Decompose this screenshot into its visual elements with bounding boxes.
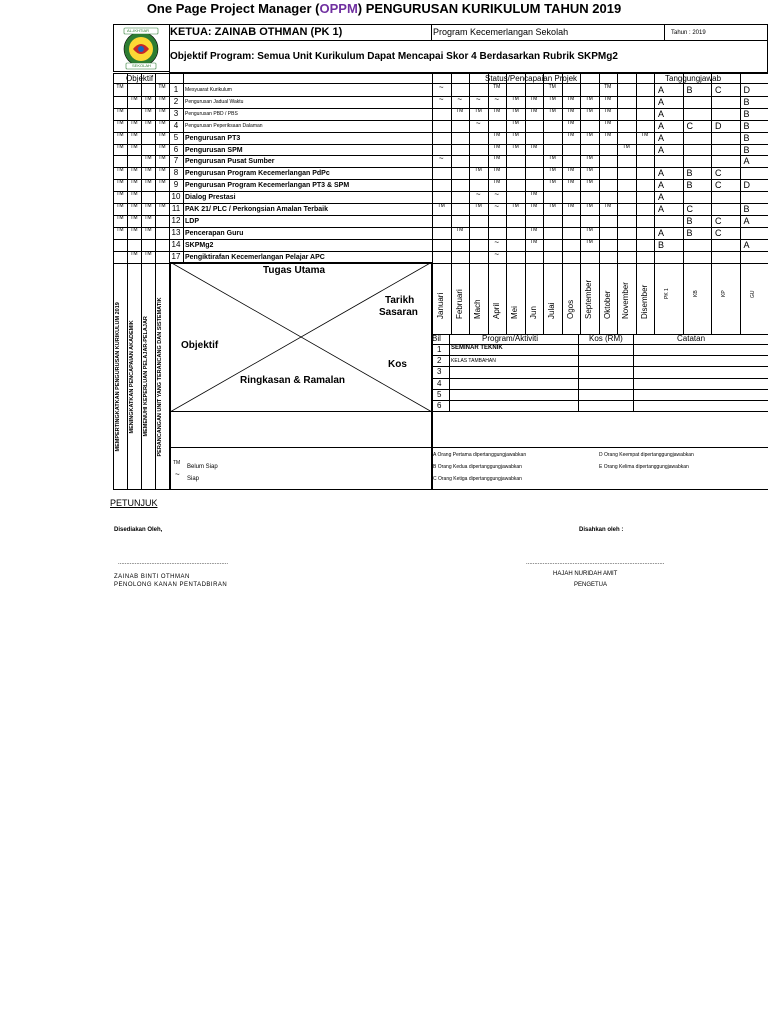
- activity-bil: 2: [437, 356, 442, 366]
- status-header: Status/Pencapaian Projek: [485, 74, 578, 83]
- month-status: TM: [493, 179, 501, 186]
- month-status: TM: [567, 95, 575, 102]
- objective-mark: TM: [116, 84, 124, 90]
- title-accent: OPPM: [319, 1, 358, 16]
- responsibility-code: A: [658, 192, 665, 203]
- responsibility-code: D: [715, 120, 722, 131]
- project-label: Pengurusan Pusat Sumber: [185, 158, 275, 166]
- project-label: Mesyuarat Kurikulum: [185, 87, 232, 93]
- project-label: Pengurusan PBD / PBS: [185, 110, 238, 117]
- month-status: TM: [511, 107, 519, 114]
- month-header: Mei: [510, 305, 519, 319]
- month-status: TM: [604, 95, 612, 102]
- responsibility-code: B: [743, 144, 750, 155]
- month-status: TM: [548, 107, 556, 114]
- vertical-objective: MENINGKATKAN PENCAPAIAN AKADEMIK: [129, 319, 135, 433]
- objektif-header: Objektif: [126, 74, 154, 83]
- project-number: 9: [173, 180, 179, 190]
- resp-code-header: PK 1: [664, 288, 670, 299]
- month-status: TM: [585, 131, 593, 138]
- month-status: TM: [567, 107, 575, 114]
- month-status: TM: [437, 203, 445, 209]
- objective-mark: TM: [158, 155, 166, 162]
- responsibility-code: C: [715, 180, 722, 191]
- month-status: ~: [494, 249, 500, 259]
- name-right: HAJAH NURIDAH AMIT: [553, 571, 618, 577]
- month-status: TM: [604, 107, 612, 114]
- resp-legend-b: B Orang Kedua dipertanggungjawabkan: [433, 464, 522, 470]
- month-status: TM: [548, 84, 556, 90]
- month-status: TM: [548, 167, 556, 174]
- month-status: ~: [494, 202, 500, 211]
- month-status: TM: [622, 143, 630, 150]
- objective-mark: TM: [116, 143, 124, 150]
- month-status: TM: [604, 84, 612, 90]
- title-prefix: One Page Project Manager (: [146, 1, 320, 16]
- objective-mark: TM: [158, 179, 166, 186]
- project-label: Pengurusan SPM: [185, 146, 243, 154]
- project-number: 3: [173, 108, 179, 118]
- project-label: PAK 21/ PLC / Perkongsian Amalan Terbaik: [185, 206, 329, 213]
- petunjuk-label: PETUNJUK: [110, 498, 158, 508]
- month-status: TM: [585, 203, 593, 209]
- month-status: TM: [548, 179, 556, 186]
- month-status: TM: [567, 203, 575, 209]
- month-status: TM: [493, 143, 501, 150]
- objective-mark: TM: [144, 203, 152, 209]
- resp-legend-d: D Orang Keempat dipertanggungjawabkan: [599, 452, 694, 458]
- objective-mark: TM: [158, 119, 166, 126]
- month-status: TM: [530, 238, 538, 245]
- month-status: TM: [567, 179, 575, 186]
- month-header: Disember: [639, 284, 649, 319]
- responsibility-code: A: [743, 215, 750, 226]
- month-header: Oktober: [602, 290, 612, 319]
- objective-mark: TM: [116, 107, 124, 114]
- objective-mark: TM: [144, 167, 152, 174]
- project-number: 7: [173, 156, 179, 166]
- resp-legend-a: A Orang Pertama dipertanggungjawabkan: [433, 452, 527, 458]
- month-status: TM: [585, 95, 593, 102]
- logo-box: [113, 24, 170, 72]
- objective-mark: TM: [130, 131, 138, 138]
- month-status: TM: [456, 107, 464, 114]
- responsibility-code: B: [686, 215, 693, 226]
- month-header: Februari: [454, 288, 464, 319]
- month-header: November: [621, 281, 630, 319]
- month-status: TM: [585, 155, 593, 162]
- month-status: TM: [585, 167, 593, 174]
- project-number: 10: [171, 192, 181, 202]
- objective-mark: TM: [158, 131, 166, 138]
- ringkasan-label: Ringkasan & Ramalan: [240, 375, 346, 386]
- responsibility-code: B: [686, 227, 693, 238]
- month-status: TM: [493, 107, 501, 114]
- responsibility-code: C: [715, 85, 722, 95]
- responsibility-code: C: [686, 120, 693, 131]
- diagram-objektif-label: Objektif: [181, 340, 219, 351]
- tarikh-label: Tarikh: [385, 295, 415, 306]
- diagram-cross: [170, 262, 432, 412]
- responsibility-code: A: [658, 120, 665, 131]
- month-status: TM: [548, 203, 556, 209]
- project-number: 14: [171, 239, 181, 249]
- catatan-header: Catatan: [677, 334, 706, 343]
- resp-legend-c: C Orang Ketiga dipertanggungjawabkan: [433, 476, 522, 482]
- logo-top-text: AL-IKHTIAR: [127, 28, 150, 33]
- tugas-utama-label: Tugas Utama: [263, 265, 326, 276]
- project-number: 17: [171, 251, 181, 261]
- objective-mark: TM: [144, 107, 152, 114]
- tanggungjawab-header: Tanggungjawab: [665, 74, 722, 83]
- responsibility-code: C: [715, 227, 722, 238]
- responsibility-code: D: [743, 85, 750, 95]
- project-label: Pencerapan Guru: [185, 229, 244, 237]
- month-status: TM: [567, 119, 575, 126]
- project-number: 5: [173, 132, 179, 142]
- project-label: LDP: [185, 217, 199, 225]
- objective-mark: TM: [116, 179, 124, 186]
- title-suffix: ) PENGURUSAN KURIKULUM TAHUN 2019: [357, 1, 622, 16]
- project-label: Pengurusan Program Kecemerlangan PT3 & SPM: [185, 182, 350, 190]
- objective-mark: TM: [144, 179, 152, 186]
- kos-label: Kos: [388, 359, 407, 370]
- objective-mark: TM: [116, 119, 124, 126]
- month-header: Januari: [436, 292, 445, 319]
- vertical-objective: MEMPERTINGKATKAN PENGURUSAN KURIKULUM 2019: [115, 301, 121, 451]
- legend-tm: TM: [173, 460, 181, 466]
- oppm-sheet: [113, 24, 768, 490]
- month-status: TM: [604, 203, 612, 209]
- responsibility-code: B: [743, 204, 750, 214]
- project-label: Pengurusan Jadual Waktu: [185, 98, 244, 105]
- sasaran-label: Sasaran: [379, 307, 418, 318]
- month-status: TM: [530, 203, 538, 209]
- responsibility-code: A: [658, 227, 665, 238]
- objective-mark: TM: [130, 226, 138, 233]
- month-header: Julai: [547, 302, 556, 319]
- name-left: ZAINAB BINTI OTHMAN: [114, 574, 190, 580]
- project-label: SKPMg2: [185, 241, 214, 249]
- month-header: Ogos: [565, 299, 575, 319]
- project-label: Dialog Prestasi: [185, 194, 236, 202]
- month-status: TM: [530, 143, 538, 150]
- responsibility-code: A: [658, 96, 665, 107]
- title-left: PENOLONG KANAN PENTADBIRAN: [114, 582, 228, 588]
- project-number: 8: [173, 168, 179, 178]
- responsibility-code: A: [743, 156, 750, 167]
- objective-mark: TM: [158, 167, 166, 174]
- month-status: ~: [494, 94, 500, 104]
- title-right: PENGETUA: [574, 582, 608, 588]
- activity-program: KELAS TAMBAHAN: [451, 358, 496, 365]
- responsibility-code: A: [658, 108, 665, 119]
- responsibility-code: B: [743, 108, 750, 119]
- objektif-program-label: Objektif Program: Semua Unit Kurikulum Dapat Mencapai Skor 4 Berdasarkan Rubrik SKPMg2: [170, 51, 618, 62]
- month-header: Mach: [473, 298, 482, 319]
- month-status: TM: [511, 143, 519, 150]
- month-status: ~: [494, 237, 500, 247]
- responsibility-code: A: [658, 85, 665, 95]
- month-status: ~: [475, 94, 481, 104]
- kos-header: Kos (RM): [589, 334, 623, 343]
- month-status: TM: [511, 203, 519, 209]
- project-number: 12: [171, 215, 181, 225]
- resp-legend-e: E Orang Kelima dipertanggungjawabkan: [599, 464, 689, 470]
- month-status: TM: [585, 179, 593, 186]
- project-label: Pengurusan Program Kecemerlangan PdPc: [185, 170, 330, 178]
- responsibility-code: B: [686, 85, 693, 95]
- month-header: September: [584, 279, 593, 319]
- objective-mark: TM: [158, 107, 166, 114]
- responsibility-code: B: [658, 239, 665, 250]
- responsibility-code: B: [686, 168, 693, 179]
- project-number: 13: [171, 227, 181, 237]
- objective-mark: TM: [130, 250, 138, 257]
- resp-code-header: KP: [721, 290, 727, 297]
- vertical-objective: MEMENUHI KEPERLUAN PELAJAR-PELAJAR: [143, 316, 149, 437]
- month-status: ~: [438, 154, 444, 164]
- responsibility-code: B: [743, 132, 750, 143]
- objective-mark: TM: [158, 95, 166, 102]
- activity-bil: 1: [437, 345, 442, 354]
- month-status: ~: [475, 118, 481, 128]
- month-status: TM: [493, 167, 501, 174]
- month-status: TM: [548, 155, 556, 162]
- month-status: TM: [474, 107, 482, 114]
- objective-mark: TM: [158, 143, 166, 150]
- objective-mark: TM: [144, 226, 152, 233]
- signature-line-right: ...................................................................................: [526, 560, 665, 566]
- ketua-label: KETUA: ZAINAB OTHMAN (PK 1): [170, 26, 343, 38]
- month-status: ~: [457, 94, 463, 104]
- legend-belum-siap: Belum Siap: [187, 464, 218, 470]
- objective-mark: TM: [144, 155, 152, 162]
- objective-mark: TM: [130, 214, 138, 221]
- objective-mark: TM: [116, 191, 124, 198]
- objective-mark: TM: [158, 84, 166, 90]
- month-status: TM: [530, 107, 538, 114]
- logo-bottom-text: SEKOLAH: [132, 63, 151, 68]
- responsibility-code: A: [658, 144, 665, 155]
- tahun-label: Tahun : 2019: [671, 30, 706, 36]
- project-label: Pengurusan Peperiksaan Dalaman: [185, 122, 263, 129]
- month-status: TM: [511, 95, 519, 102]
- page-title: [0, 0, 768, 18]
- month-status: TM: [511, 131, 519, 138]
- objective-mark: TM: [130, 179, 138, 186]
- responsibility-code: A: [658, 132, 665, 143]
- project-number: 6: [173, 144, 179, 154]
- objective-mark: TM: [130, 203, 138, 209]
- month-status: TM: [585, 107, 593, 114]
- month-status: TM: [567, 167, 575, 174]
- month-status: TM: [585, 226, 593, 233]
- objective-mark: TM: [130, 95, 138, 102]
- bil-header: Bil: [432, 334, 441, 343]
- project-number: 2: [173, 96, 179, 106]
- month-status: ~: [494, 190, 500, 200]
- month-status: TM: [585, 238, 593, 245]
- objective-mark: TM: [116, 203, 124, 209]
- objective-mark: TM: [144, 214, 152, 221]
- month-status: TM: [530, 226, 538, 233]
- resp-code-header: GU: [749, 289, 756, 298]
- disahkan-label: Disahkan oleh :: [579, 527, 624, 533]
- activity-program: SEMINAR TEKNIK: [451, 345, 503, 351]
- objective-mark: TM: [158, 203, 166, 209]
- program-header: Program/Aktiviti: [482, 334, 539, 343]
- resp-code-header: KB: [692, 290, 699, 297]
- month-status: TM: [641, 131, 649, 138]
- activity-bil: 4: [437, 378, 442, 388]
- month-status: TM: [567, 131, 575, 138]
- objective-mark: TM: [144, 119, 152, 126]
- objective-mark: TM: [130, 119, 138, 126]
- month-status: TM: [493, 155, 501, 162]
- objective-mark: TM: [116, 131, 124, 138]
- activity-bil: 5: [437, 389, 442, 399]
- objective-mark: TM: [130, 167, 138, 174]
- month-status: TM: [493, 84, 501, 90]
- responsibility-code: A: [658, 180, 665, 191]
- month-status: TM: [530, 95, 538, 102]
- objective-mark: TM: [144, 95, 152, 102]
- objective-mark: TM: [116, 167, 124, 174]
- responsibility-code: C: [686, 204, 693, 214]
- month-status: TM: [530, 191, 538, 198]
- month-status: TM: [493, 131, 501, 138]
- month-status: TM: [511, 119, 519, 126]
- responsibility-code: B: [743, 120, 750, 131]
- month-status: TM: [474, 203, 482, 209]
- project-number: 1: [173, 85, 179, 94]
- responsibility-code: D: [743, 180, 750, 191]
- month-status: ~: [438, 94, 444, 104]
- program-label: Program Kecemerlangan Sekolah: [433, 27, 569, 37]
- month-status: TM: [456, 226, 464, 233]
- month-status: TM: [548, 95, 556, 102]
- responsibility-code: C: [715, 168, 722, 179]
- responsibility-code: B: [743, 96, 750, 107]
- month-status: ~: [438, 83, 444, 92]
- responsibility-code: C: [715, 215, 722, 226]
- signature-line-left: ..................................................................: [118, 560, 229, 566]
- month-status: ~: [475, 190, 481, 200]
- responsibility-code: A: [743, 239, 750, 250]
- activity-bil: 6: [437, 401, 442, 410]
- responsibility-code: A: [658, 168, 665, 179]
- legend-tilde: ~: [175, 470, 180, 479]
- month-header: April: [491, 302, 501, 319]
- vertical-objective: PERANCANGAN UNIT YANG TERANCANG DAN SISTEMATIK: [157, 296, 163, 456]
- month-status: TM: [604, 119, 612, 126]
- responsibility-code: B: [686, 180, 693, 191]
- responsibility-code: A: [658, 204, 665, 214]
- activity-bil: 3: [437, 367, 442, 377]
- objective-mark: TM: [130, 191, 138, 198]
- project-number: 11: [171, 204, 181, 213]
- project-number: 4: [173, 120, 179, 130]
- objective-mark: TM: [144, 250, 152, 257]
- project-label: Pengiktirafan Kecemerlangan Pelajar APC: [185, 253, 325, 261]
- objective-mark: TM: [116, 226, 124, 233]
- objective-mark: TM: [116, 214, 124, 221]
- month-status: TM: [604, 131, 612, 138]
- month-status: TM: [474, 167, 482, 174]
- legend-siap: Siap: [187, 476, 200, 482]
- month-header: Jun: [528, 305, 538, 319]
- objective-mark: TM: [130, 143, 138, 150]
- project-label: Pengurusan PT3: [185, 134, 241, 142]
- disediakan-label: Disediakan Oleh,: [114, 527, 163, 533]
